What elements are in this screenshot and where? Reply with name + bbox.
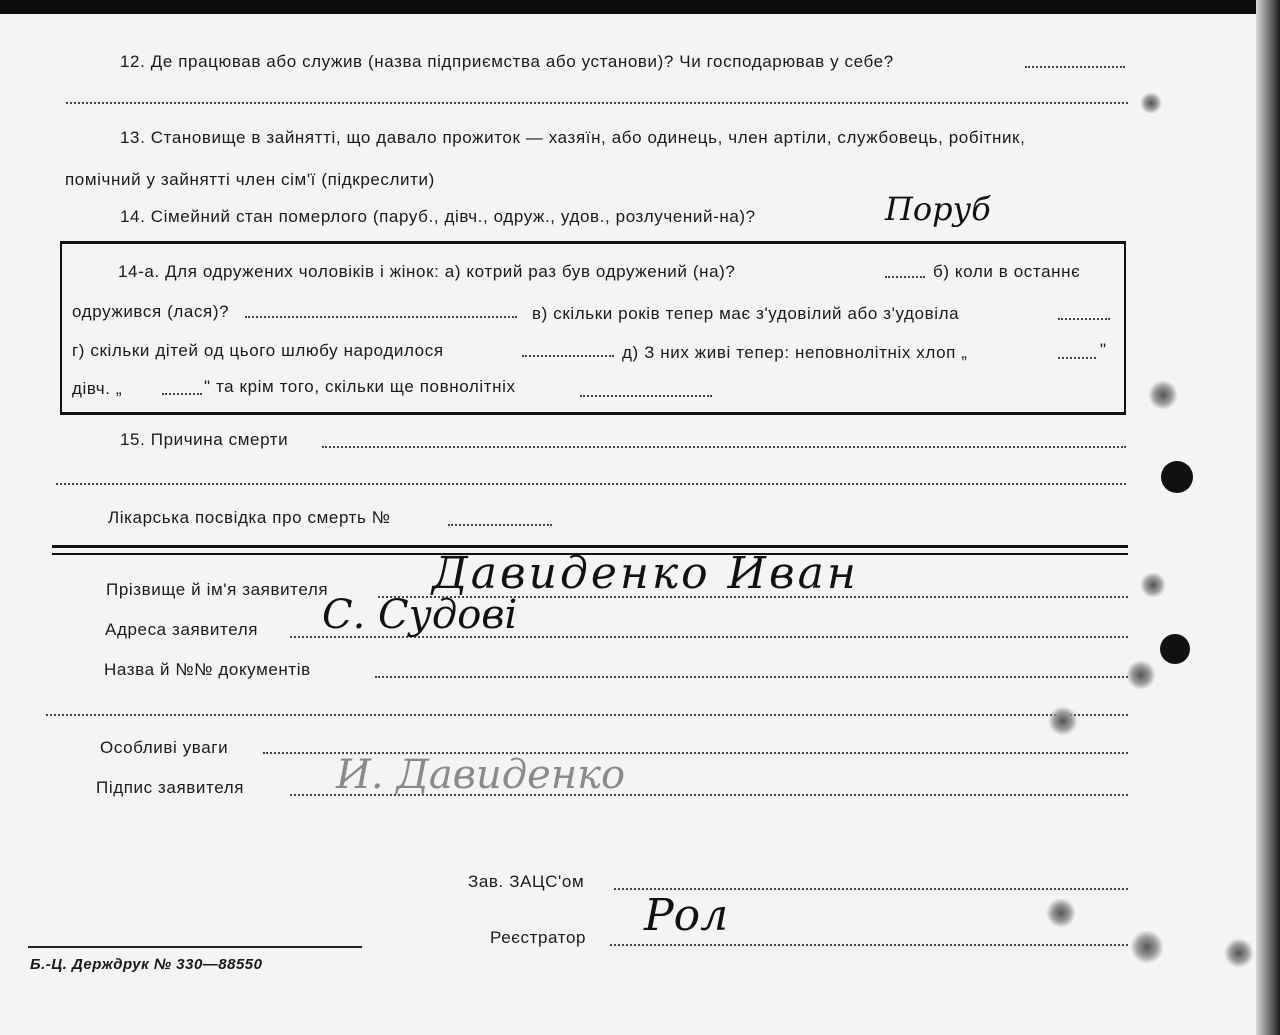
registrar-fill-line	[610, 944, 1128, 946]
special-notes-label: Особливі уваги	[100, 738, 229, 757]
registrar-label: Реєстратор	[490, 928, 587, 947]
q12-fill-line-2	[66, 102, 1128, 104]
footer-rule	[28, 946, 362, 948]
printer-imprint: Б.-Ц. Держдрук № 330—88550	[30, 956, 263, 973]
q12-fill-line	[1025, 66, 1125, 68]
q14a-line2a: одружився (лася)?	[72, 302, 230, 321]
applicant-name-label: Прізвище й ім'я заявителя	[106, 580, 329, 599]
q14a-d-fill-line	[522, 355, 614, 357]
q14a-line3b: д) З них живі тепер: неповнолітніх хлоп „	[622, 343, 968, 362]
punch-tear-mark	[1148, 380, 1178, 410]
applicant-address-handwritten: С. Судові	[322, 592, 518, 638]
q14-handwritten-answer: Поруб	[885, 190, 991, 228]
applicant-signature-label: Підпис заявителя	[96, 778, 245, 797]
zags-head-label: Зав. ЗАЦС'ом	[468, 872, 585, 891]
q15-fill-line-2	[56, 483, 1126, 485]
punch-tear-mark	[1224, 938, 1254, 968]
q14a-b-fill-line	[245, 316, 517, 318]
q14a-boys-fill-line	[1058, 357, 1096, 359]
q14a-girls-fill-line	[162, 393, 202, 395]
scan-top-edge	[0, 0, 1280, 14]
punch-tear-mark	[1048, 706, 1078, 736]
q13-line1: 13. Становище в зайнятті, що давало прожиток — хазяїн, або одинець, член артіли, службовець, робітник,	[120, 128, 1026, 147]
documents-fill-line	[375, 676, 1128, 678]
scan-right-edge	[1256, 0, 1280, 1035]
documents-fill-line-2	[46, 714, 1128, 716]
q15-fill-line	[322, 446, 1126, 448]
q13-line2: помічний у зайнятті член сім'ї (підкреслити)	[65, 170, 435, 189]
documents-label: Назва й №№ документів	[104, 660, 311, 679]
punch-tear-mark	[1046, 898, 1076, 928]
medical-certificate-label: Лікарська посвідка про смерть №	[108, 508, 391, 527]
q14-text: 14. Сімейний стан померлого (паруб., дівч., одруж., удов., розлучений-на)?	[120, 207, 756, 226]
medical-certificate-fill-line	[448, 524, 552, 526]
q14a-adults-fill-line	[580, 395, 712, 397]
punch-tear-mark	[1140, 572, 1166, 598]
applicant-signature-handwritten: И. Давиденко	[336, 752, 626, 798]
q14a-line4b: " та крім того, скільки ще повнолітніх	[204, 377, 516, 396]
punch-hole	[1160, 634, 1190, 664]
q14a-a-fill-line	[885, 276, 925, 278]
q14a-line1a: 14-а. Для одружених чоловіків і жінок: а) котрий раз був одружений (на)?	[118, 262, 736, 281]
q14a-c-fill-line	[1058, 318, 1110, 320]
q14a-line3c: "	[1100, 340, 1107, 359]
q15-label: 15. Причина смерти	[120, 430, 289, 449]
punch-tear-mark	[1140, 92, 1162, 114]
q14a-line1b: б) коли в останнє	[933, 262, 1081, 281]
punch-hole	[1161, 461, 1193, 493]
q14a-line2b: в) скільки років тепер має з'удовілий або з'удовіла	[532, 304, 960, 323]
punch-tear-mark	[1130, 930, 1164, 964]
q12-text: 12. Де працював або служив (назва підприємства або установи)? Чи господарював у себе?	[120, 52, 894, 71]
punch-tear-mark	[1126, 660, 1156, 690]
q14a-line4a: дівч. „	[72, 379, 123, 398]
registrar-signature-handwritten: Рол	[644, 890, 729, 941]
q14a-line3a: г) скільки дітей од цього шлюбу народилося	[72, 341, 444, 360]
applicant-address-label: Адреса заявителя	[105, 620, 259, 639]
applicant-name-handwritten: Давиденко Иван	[432, 548, 859, 599]
